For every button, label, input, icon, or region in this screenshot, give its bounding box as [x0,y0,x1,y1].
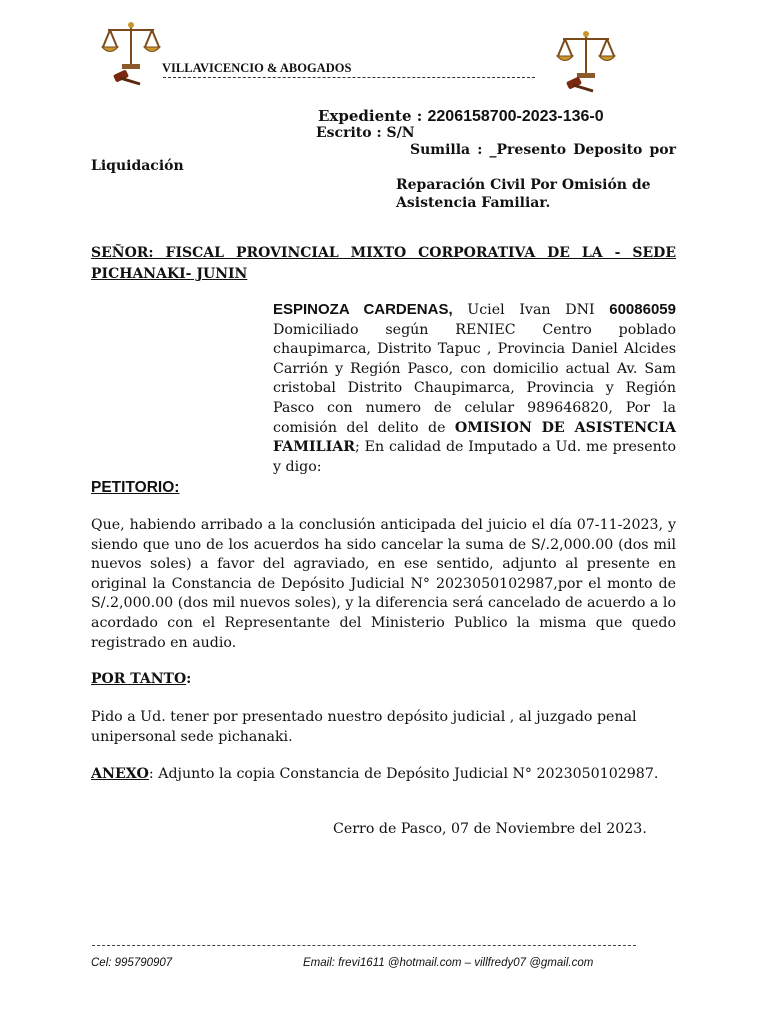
escrito-line: Escrito : S/N [316,125,415,141]
petitorio-paragraph: Que, habiendo arribado a la conclusión anticipada del juicio el día 07-11-2023, y siendo que uno de los acuerdos ha sido cancelar la suma de S/.2,000.00 (dos mil nuevos soles) a favor del agraviado, en ese sentido, adjunto al presente en original la Constancia de Depósito Judicial N° 2023050102987,por el monto de S/.2,000.00 (dos mil nuevos soles), y la diferencia será cancelado de acuerdo a lo acordado con el Representante del Ministerio Publico la misma que quedo registrado en audio. [91,517,676,651]
footer-phone: Cel: 995790907 [91,957,173,969]
scales-of-justice-left-icon [100,20,162,86]
por-tanto-paragraph: Pido a Ud. tener por presentado nuestro depósito judicial , al juzgado penal unipersonal sede pichanaki. [91,709,637,745]
scales-of-justice-right-icon [555,29,617,95]
firm-name: VILLAVICENCIO & ABOGADOS [162,61,352,75]
por-tanto-heading: POR TANTO: [91,671,192,687]
footer-email: Email: frevi1611 @hotmail.com – villfredy07 @gmail.com [303,957,594,969]
defendant-name: ESPINOZA CARDENAS, [273,301,453,318]
expediente-number: 2206158700-2023-136-0 [427,108,604,125]
anexo-paragraph: ANEXO: Adjunto la copia Constancia de Depósito Judicial N° 2023050102987. [91,766,659,782]
header-divider [163,77,535,78]
anexo-label: ANEXO [91,766,149,782]
place-date: Cerro de Pasco, 07 de Noviembre del 2023. [333,821,647,837]
expediente-line [318,107,604,126]
dni-number: 60086059 [609,301,676,318]
petitorio-heading: PETITORIO: [91,479,180,496]
sumilla-line: Sumilla : _Presento Deposito por [410,142,676,158]
addressee: SEÑOR: FISCAL PROVINCIAL MIXTO CORPORATIVA DE LA - SEDE PICHANAKI- JUNIN [91,245,676,282]
crime-name: OMISION DE ASISTENCIA FAMILIAR [273,419,676,456]
introduction-paragraph: ESPINOZA CARDENAS, Uciel Ivan DNI 60086059 Domiciliado según RENIEC Centro poblado chaupimarca, Distrito Tapuc , Provincia Daniel Alcides Carrión y Región Pasco, con domicilio actual Av. Sam cristobal Distrito Chaupimarca, Provincia y Región Pasco con numero de celular 989646820, Por la comisión del delito de OMISION DE ASISTENCIA FAMILIAR; En calidad de Imputado a Ud. me presento y digo: [273,301,676,475]
sumilla-rest: Reparación Civil Por Omisión de Asistencia Familiar. [396,177,651,211]
footer-divider [92,945,636,946]
sumilla-continuation: Liquidación [91,158,184,174]
expediente-label: Expediente : [318,107,428,125]
